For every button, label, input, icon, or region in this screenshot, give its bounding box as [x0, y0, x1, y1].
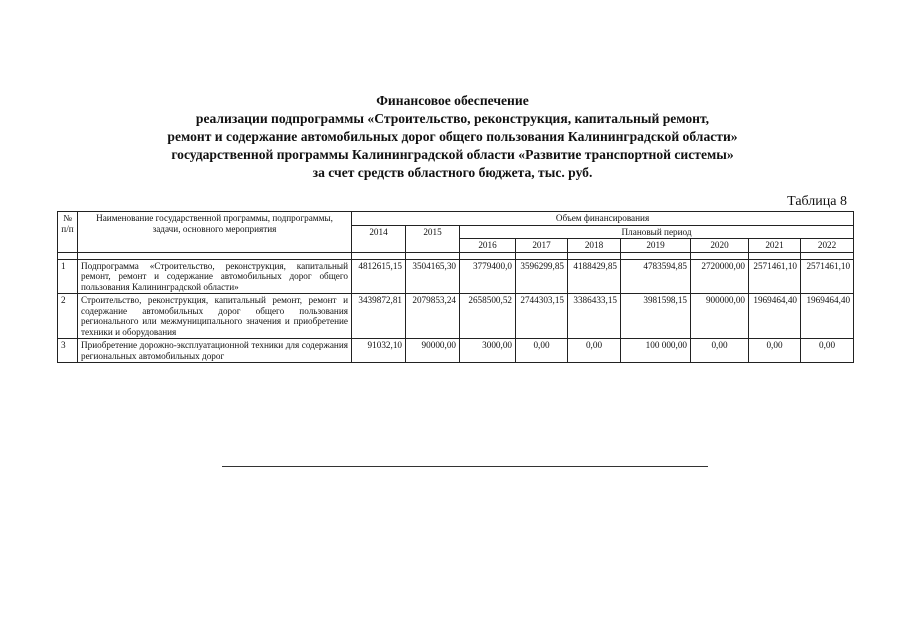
- value-2018: 4188429,85: [568, 259, 621, 294]
- value-2019: 3981598,15: [621, 294, 691, 339]
- table-row: [58, 294, 854, 339]
- title-line-2: реализации подпрограммы «Строительство, реконструкция, капитальный ремонт,: [195, 111, 710, 126]
- value-2017: 2744303,15: [516, 294, 568, 339]
- header-row-1: [58, 212, 854, 226]
- value-2022: 0,00: [801, 339, 854, 363]
- header-year-2016: 2016: [460, 239, 516, 253]
- value-2022: 1969464,40: [801, 294, 854, 339]
- value-2018: 0,00: [568, 339, 621, 363]
- header-name: Наименование государственной программы, подпрограммы, задачи, основного мероприятия: [78, 212, 352, 253]
- value-2019: 4783594,85: [621, 259, 691, 294]
- title-line-1: Финансовое обеспечение: [376, 93, 529, 108]
- value-2022: 2571461,10: [801, 259, 854, 294]
- value-2017: 0,00: [516, 339, 568, 363]
- row-name: Строительство, реконструкция, капитальный ремонт, ремонт и содержание автомобильных дорог общего пользования регионального или межмуниципального значения и приобретение техники и оборудования: [78, 294, 352, 339]
- row-name: Подпрограмма «Строительство, реконструкция, капитальный ремонт, ремонт и содержание автомобильных дорог общего пользования Калининградской области»: [78, 259, 352, 294]
- table-row: [58, 259, 854, 294]
- header-year-2014: 2014: [352, 225, 406, 252]
- value-2019: 100 000,00: [621, 339, 691, 363]
- value-2014: 3439872,81: [352, 294, 406, 339]
- header-year-2018: 2018: [568, 239, 621, 253]
- header-year-2017: 2017: [516, 239, 568, 253]
- value-2021: 2571461,10: [749, 259, 801, 294]
- row-num: 3: [58, 339, 78, 363]
- value-2014: 91032,10: [352, 339, 406, 363]
- value-2020: 900000,00: [691, 294, 749, 339]
- value-2015: 2079853,24: [406, 294, 460, 339]
- value-2015: 3504165,30: [406, 259, 460, 294]
- row-num: 2: [58, 294, 78, 339]
- value-2020: 2720000,00: [691, 259, 749, 294]
- financing-table: [57, 211, 854, 363]
- spacer-row: [58, 252, 854, 259]
- table-row: [58, 339, 854, 363]
- value-2020: 0,00: [691, 339, 749, 363]
- header-num: № п/п: [58, 212, 78, 253]
- header-year-2020: 2020: [691, 239, 749, 253]
- value-2016: 2658500,52: [460, 294, 516, 339]
- value-2018: 3386433,15: [568, 294, 621, 339]
- title-line-3: ремонт и содержание автомобильных дорог общего пользования Калининградской области»: [167, 129, 738, 144]
- value-2021: 1969464,40: [749, 294, 801, 339]
- row-name: Приобретение дорожно-эксплуатационной техники для содержания региональных автомобильных дорог: [78, 339, 352, 363]
- table-label: Таблица 8: [787, 194, 847, 209]
- value-2021: 0,00: [749, 339, 801, 363]
- header-year-2021: 2021: [749, 239, 801, 253]
- value-2016: 3000,00: [460, 339, 516, 363]
- value-2017: 3596299,85: [516, 259, 568, 294]
- title-line-5: за счет средств областного бюджета, тыс. руб.: [312, 165, 593, 180]
- header-planned: Плановый период: [460, 225, 854, 239]
- header-funding: Объем финансирования: [352, 212, 854, 226]
- value-2015: 90000,00: [406, 339, 460, 363]
- header-year-2015: 2015: [406, 225, 460, 252]
- value-2014: 4812615,15: [352, 259, 406, 294]
- header-year-2022: 2022: [801, 239, 854, 253]
- separator-line: [222, 466, 708, 467]
- document-title: [0, 92, 905, 182]
- title-line-4: государственной программы Калининградской области «Развитие транспортной системы»: [171, 147, 734, 162]
- value-2016: 3779400,0: [460, 259, 516, 294]
- header-year-2019: 2019: [621, 239, 691, 253]
- row-num: 1: [58, 259, 78, 294]
